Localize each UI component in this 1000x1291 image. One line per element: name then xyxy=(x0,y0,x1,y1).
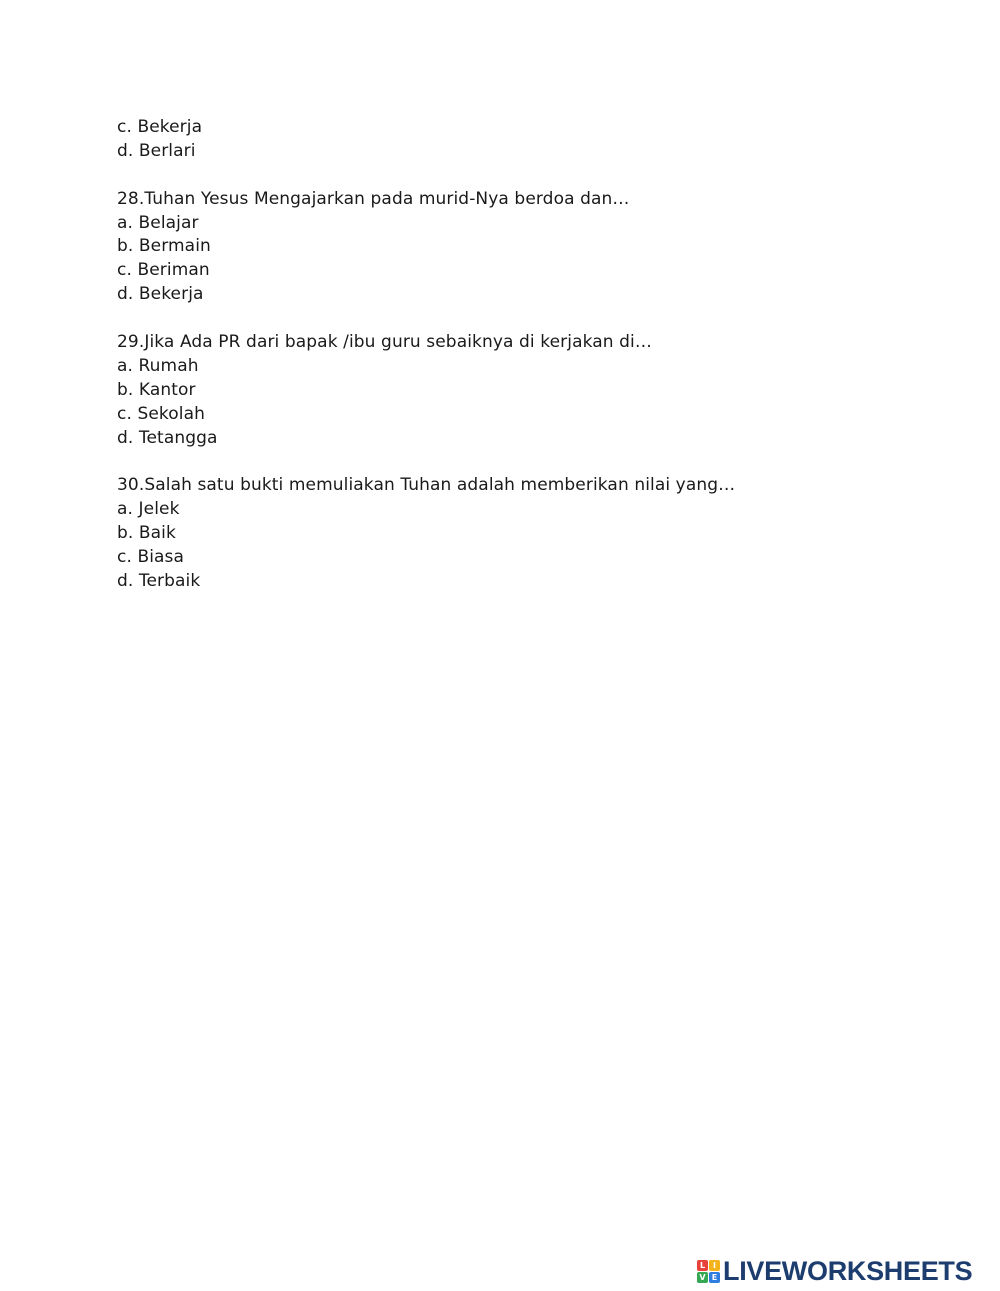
logo-mark-e: E xyxy=(709,1272,720,1283)
answer-option: d. Tetangga xyxy=(117,427,218,448)
answer-option: c. Sekolah xyxy=(117,403,205,424)
logo-text: LIVEWORKSHEETS xyxy=(723,1256,973,1286)
answer-option: d. Terbaik xyxy=(117,570,201,591)
spacer xyxy=(117,450,937,474)
answer-option: b. Baik xyxy=(117,523,176,544)
liveworksheets-logo-icon xyxy=(697,1260,720,1283)
answer-option: a. Belajar xyxy=(117,212,199,233)
answer-option: c. Bekerja xyxy=(117,117,203,137)
answer-option: d. Berlari xyxy=(117,140,196,161)
worksheet-content xyxy=(117,116,937,594)
logo-mark-v: V xyxy=(697,1272,708,1283)
spacer xyxy=(117,164,937,188)
answer-option: d. Bekerja xyxy=(117,284,204,305)
answer-option: b. Bermain xyxy=(117,236,211,257)
answer-option: b. Kantor xyxy=(117,379,196,400)
answer-option: c. Biasa xyxy=(117,547,185,568)
answer-option: c. Beriman xyxy=(117,260,210,281)
question-29: 29.Jika Ada PR dari bapak /ibu guru sebaiknya di kerjakan di… xyxy=(117,332,652,353)
question-28: 28.Tuhan Yesus Mengajarkan pada murid-Nya berdoa dan… xyxy=(117,188,630,209)
question-30: 30.Salah satu bukti memuliakan Tuhan adalah memberikan nilai yang… xyxy=(117,475,736,496)
liveworksheets-logo xyxy=(697,1256,972,1286)
answer-option: a. Rumah xyxy=(117,355,199,376)
logo-mark-l: L xyxy=(697,1260,708,1271)
answer-option: a. Jelek xyxy=(117,499,180,520)
spacer xyxy=(117,307,937,331)
logo-mark-i: I xyxy=(709,1260,720,1271)
